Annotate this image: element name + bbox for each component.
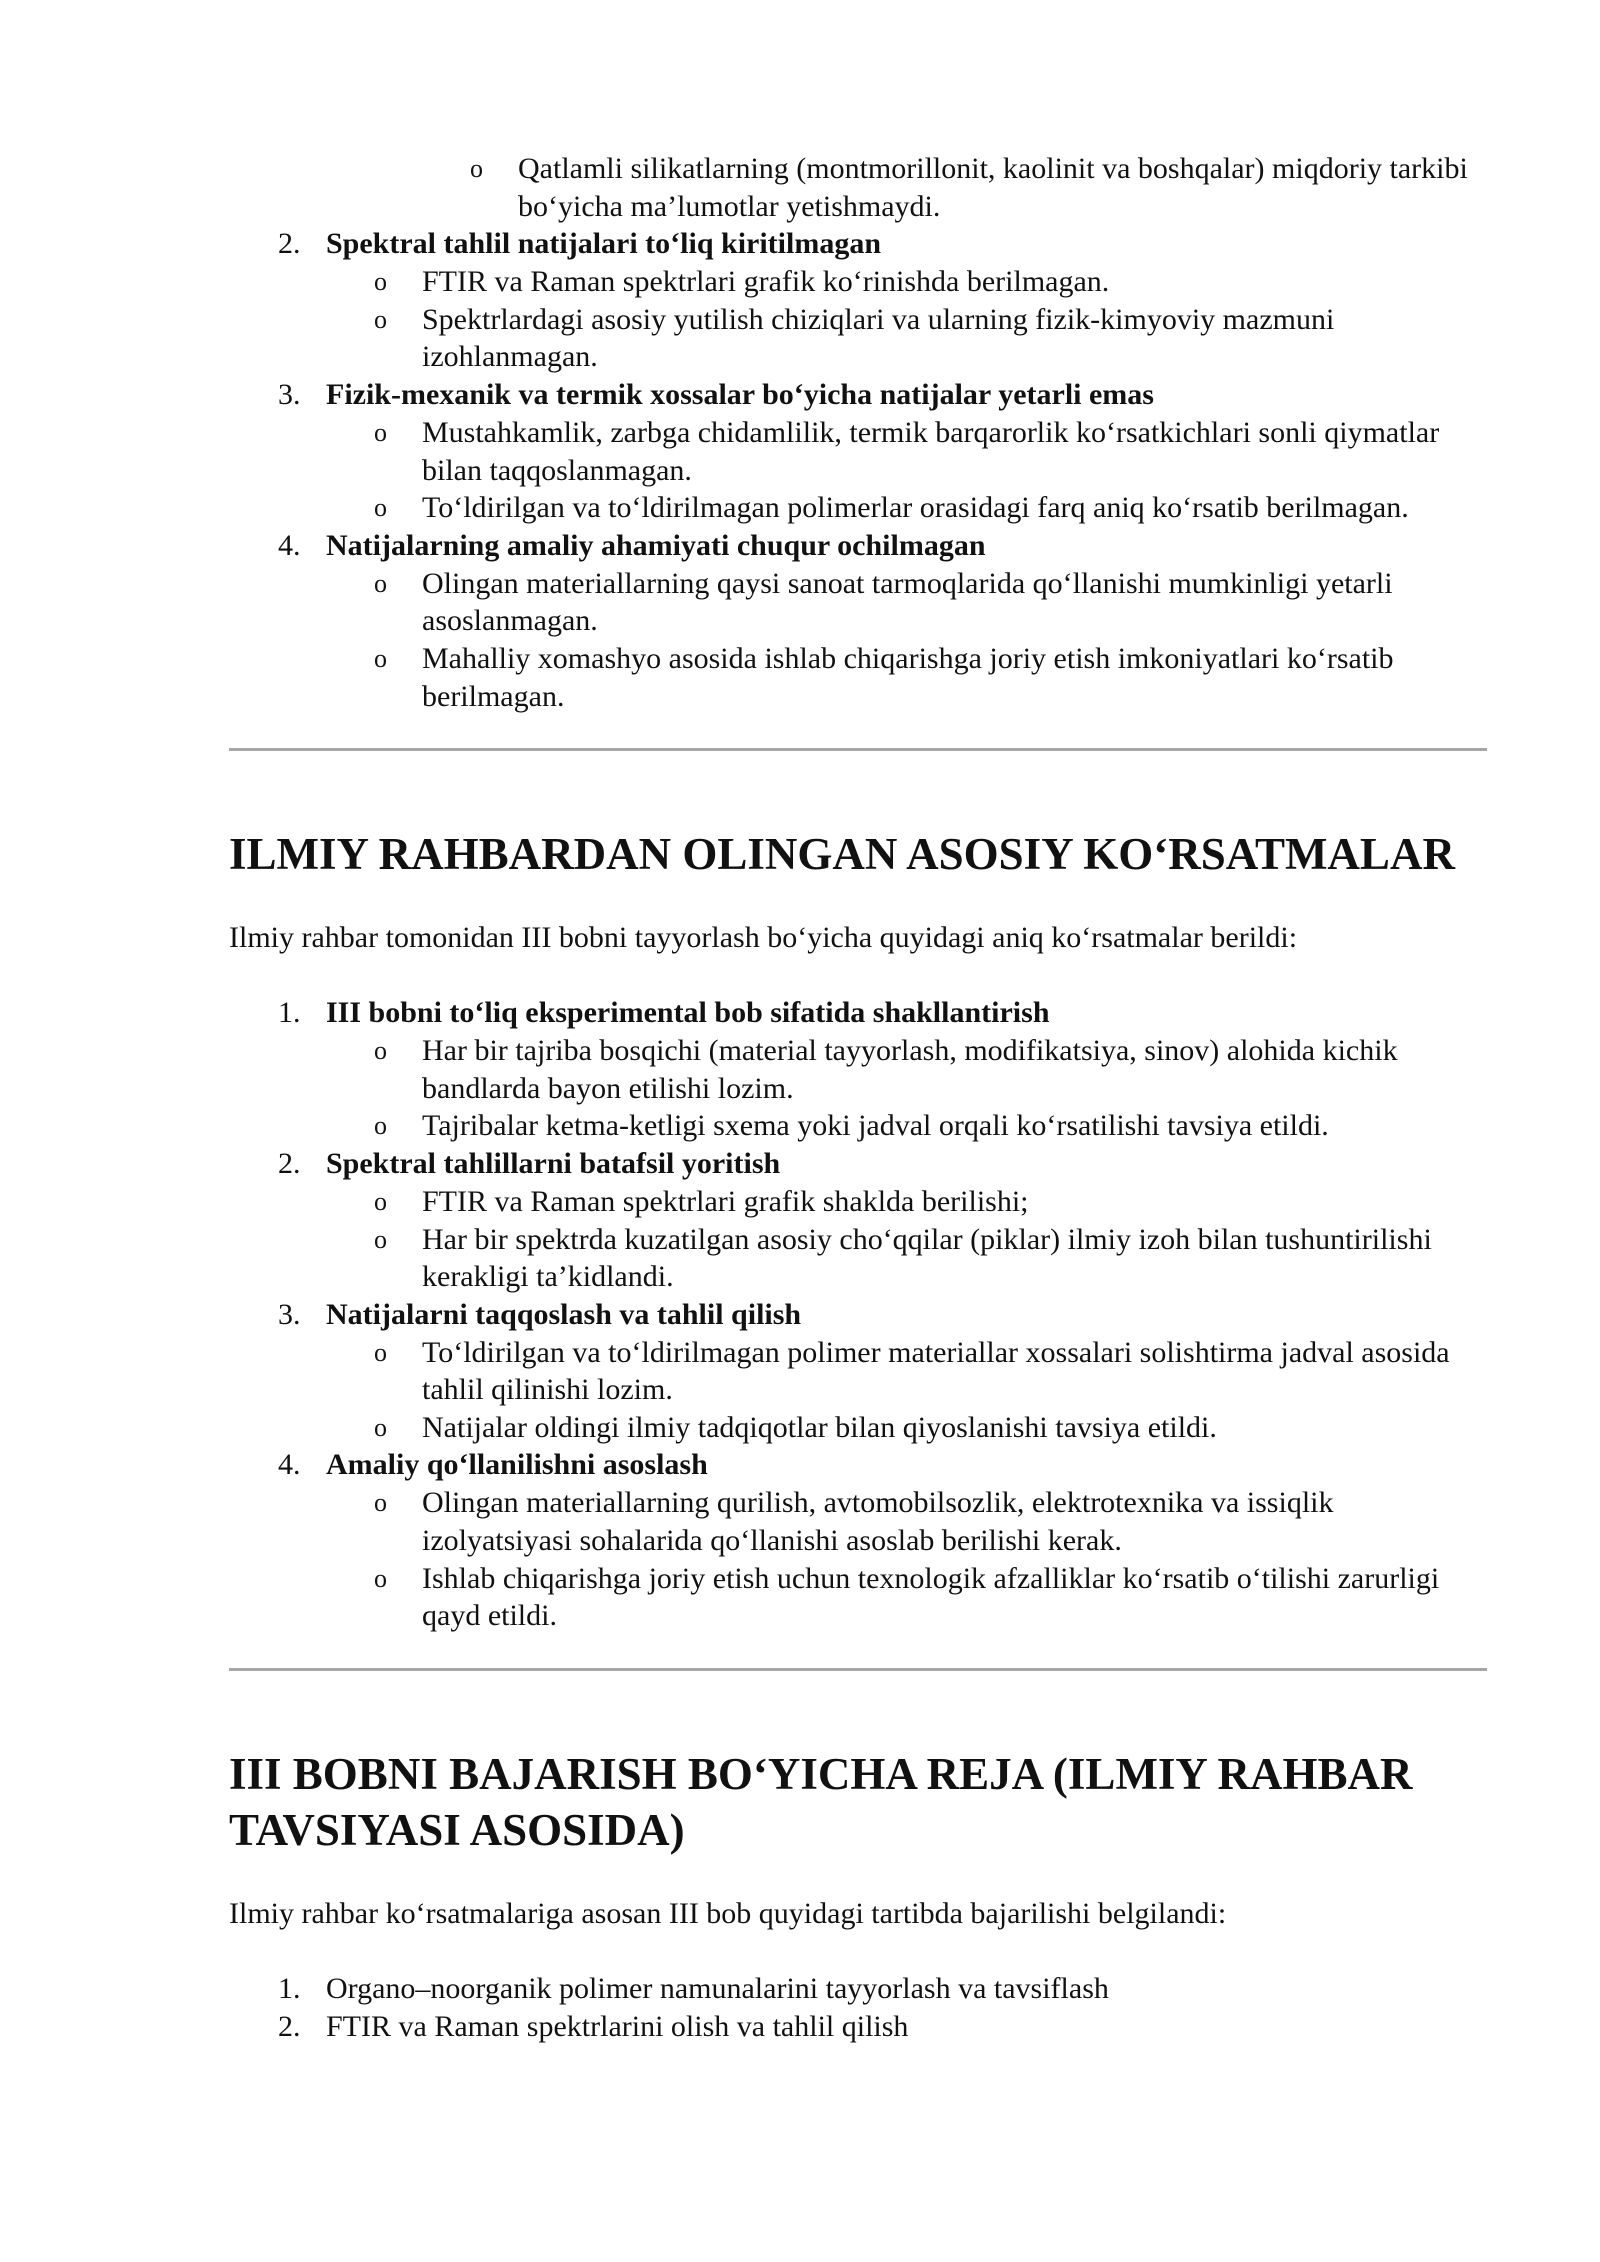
list-item [278,1446,1487,1634]
sub-list-item [374,1409,1487,1447]
continued-sublist [422,150,1487,225]
section-heading-plan: III BOBNI BAJARISH BO‘YICHA REJA (ILMIY RAHBAR TAVSIYASI ASOSIDA) [229,1748,1413,1855]
bullet-marker: o [374,568,387,598]
bullet-marker: o [374,1224,387,1254]
sub-list-item [374,1107,1487,1145]
bullet-marker: o [374,304,387,334]
item-title: Fizik-mexanik va termik xossalar bo‘yicha natijalar yetarli emas [326,377,1154,411]
item-number: 3. [278,1297,301,1331]
sub-item-text: Ishlab chiqarishga joriy etish uchun texnologik afzalliklar ko‘rsatib o‘tilishi zarurligi qayd etildi. [422,1561,1440,1633]
sub-item-text: FTIR va Raman spektrlari grafik ko‘rinishda berilmagan. [422,265,1110,299]
bullet-marker: o [374,417,387,447]
item-title: Spektral tahlillarni batafsil yoritish [326,1146,781,1180]
item-text: FTIR va Raman spektrlarini olish va tahlil qilish [326,2009,909,2043]
list-item [278,376,1487,527]
sub-item-text: Har bir tajriba bosqichi (material tayyorlash, modifikatsiya, sinov) alohida kichik bandlarda bayon etilishi lozim. [422,1034,1398,1105]
bullet-marker: o [374,1337,387,1367]
sub-item-text: Olingan materiallarning qurilish, avtomobilsozlik, elektrotexnika va issiqlik izolyatsiyasi sohalarida qo‘llanishi asoslab berilishi kerak. [422,1486,1334,1558]
bullet-marker: o [374,1488,387,1518]
list-item [278,994,1487,1145]
item-title: Spektral tahlil natijalari to‘liq kiritilmagan [326,227,882,261]
item-number: 1. [278,1971,301,2005]
item-title: Natijalarni taqqoslash va tahlil qilish [326,1297,802,1331]
bullet-marker: o [374,267,387,297]
section-divider [229,1668,1487,1671]
guidance-list [229,994,1487,1635]
list-item [278,527,1487,715]
sub-list-item [374,565,1487,640]
list-item [278,2008,1487,2046]
item-title: III bobni to‘liq eksperimental bob sifatida shakllantirish [326,996,1050,1030]
sub-list-item [470,150,1487,225]
bullet-marker: o [374,1563,387,1593]
section-divider [229,748,1487,751]
remarks-list [229,225,1487,715]
bullet-marker: o [470,154,483,183]
sub-item-text: Mustahkamlik, zarbga chidamlilik, termik barqarorlik ko‘rsatkichlari sonli qiymatlar bilan taqqoslanmagan. [422,415,1440,487]
sub-list-item [374,1334,1487,1409]
section-heading-guidance: ILMIY RAHBARDAN OLINGAN ASOSIY KO‘RSATMALAR [229,829,1455,880]
item-title: Amaliy qo‘llanilishni asoslash [326,1448,708,1482]
sub-item-text: Mahalliy xomashyo asosida ishlab chiqarishga joriy etish imkoniyatlari ko‘rsatib berilmagan. [422,641,1394,713]
sub-list-item [374,640,1487,715]
section-intro: Ilmiy rahbar ko‘rsatmalariga asosan III bob quyidagi tartibda bajarilishi belgilandi: [229,1896,1227,1930]
item-title: Natijalarning amaliy ahamiyati chuqur ochilmagan [326,528,986,562]
sub-list-item [374,414,1487,489]
bullet-marker: o [374,1186,387,1216]
list-item [278,225,1487,376]
bullet-marker: o [374,493,387,523]
sub-list-item [374,1221,1487,1296]
item-number: 4. [278,1448,301,1482]
section-intro: Ilmiy rahbar tomonidan III bobni tayyorlash bo‘yicha quyidagi aniq ko‘rsatmalar berildi: [229,921,1298,955]
sub-item-text: FTIR va Raman spektrlari grafik shaklda berilishi; [422,1184,1029,1218]
sub-list-item [374,301,1487,376]
sub-list-item [374,489,1487,527]
sub-item-text: Spektrlardagi asosiy yutilish chiziqlari va ularning fizik-kimyoviy mazmuni izohlanmagan. [422,302,1335,374]
bullet-marker: o [374,1111,387,1141]
sub-item-text: Qatlamli silikatlarning (montmorillonit, kaolinit va boshqalar) miqdoriy tarkibi bo‘yicha ma’lumotlar yetishmaydi. [518,152,1468,223]
sub-item-text: Olingan materiallarning qaysi sanoat tarmoqlarida qo‘llanishi mumkinligi yetarli asoslanmagan. [422,566,1393,638]
sub-item-text: To‘ldirilgan va to‘ldirilmagan polimerlar orasidagi farq aniq ko‘rsatib berilmagan. [422,491,1409,525]
document-page [229,150,1487,2046]
sub-item-text: Tajribalar ketma-ketligi sxema yoki jadval orqali ko‘rsatilishi tavsiya etildi. [422,1109,1329,1143]
item-number: 2. [278,2009,301,2043]
item-number: 2. [278,227,301,261]
bullet-marker: o [374,1036,387,1066]
list-item [278,1145,1487,1296]
bullet-marker: o [374,643,387,673]
sub-list-item [374,1032,1487,1107]
bullet-marker: o [374,1412,387,1442]
list-item [278,1296,1487,1447]
sub-item-text: Har bir spektrda kuzatilgan asosiy cho‘qqilar (piklar) ilmiy izoh bilan tushuntirilishi kerakligi ta’kidlandi. [422,1222,1432,1294]
sub-item-text: To‘ldirilgan va to‘ldirilmagan polimer materiallar xossalari solishtirma jadval asosida tahlil qilinishi lozim. [422,1335,1450,1407]
plan-list [229,1970,1487,2046]
item-number: 2. [278,1146,301,1180]
item-text: Organo–noorganik polimer namunalarini tayyorlash va tavsiflash [326,1971,1109,2005]
item-number: 1. [278,996,301,1030]
item-number: 3. [278,377,301,411]
list-item [278,1970,1487,2008]
sub-list-item [374,1560,1487,1635]
sub-list-item [374,263,1487,301]
sub-item-text: Natijalar oldingi ilmiy tadqiqotlar bilan qiyoslanishi tavsiya etildi. [422,1410,1217,1444]
sub-list-item [374,1183,1487,1221]
item-number: 4. [278,528,301,562]
sub-list-item [374,1484,1487,1559]
